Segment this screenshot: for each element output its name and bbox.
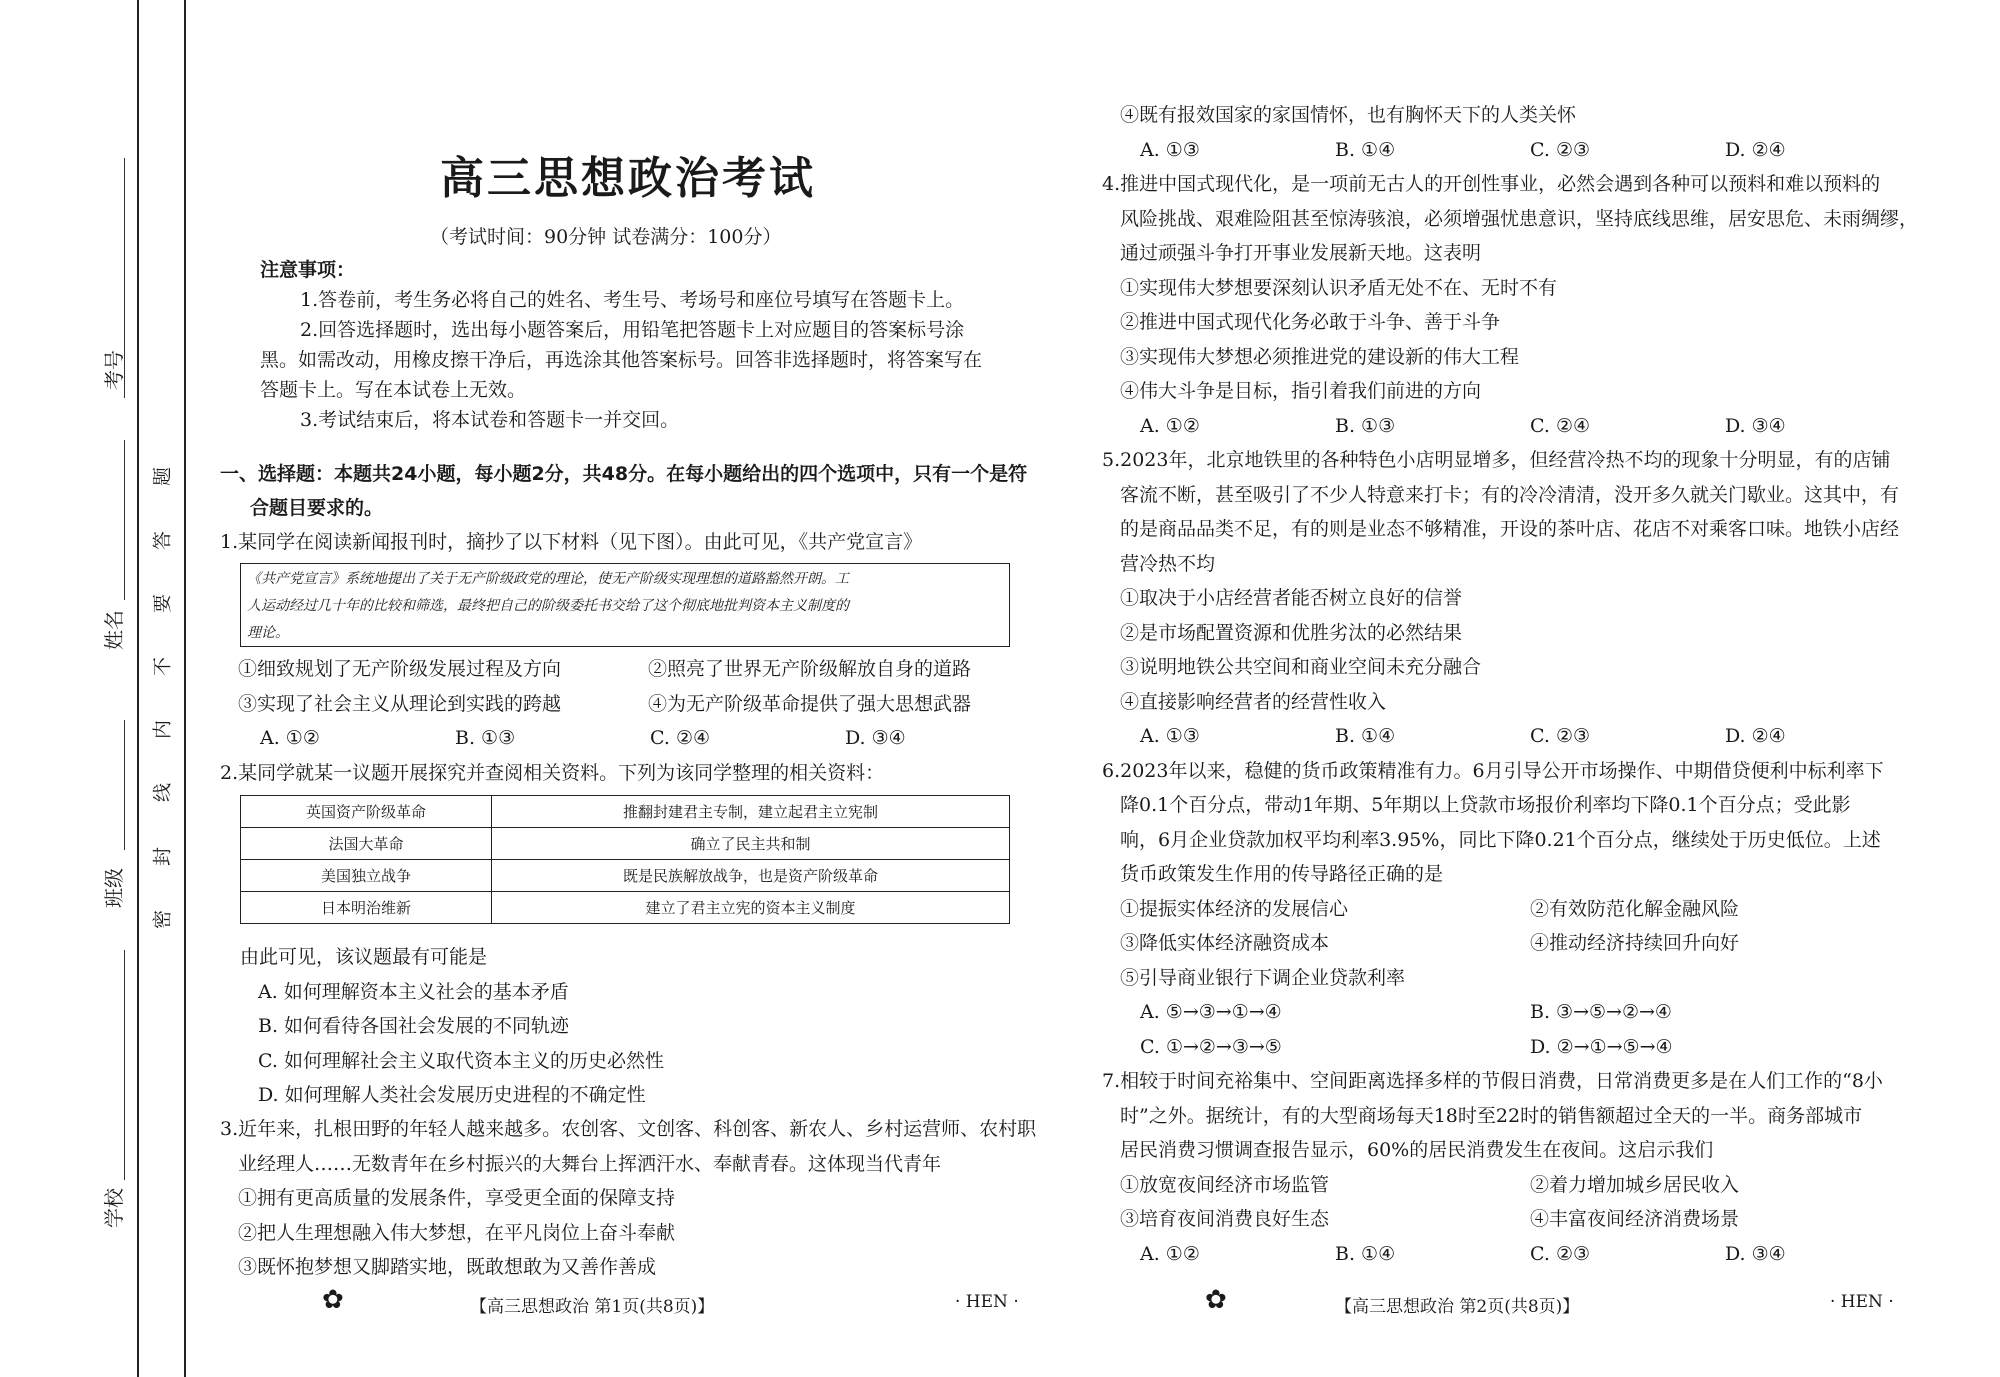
notice-item: 黑。如需改动，用橡皮擦干净后，再选涂其他答案标号。回答非选择题时，将答案写在 [260,349,983,371]
question-1-statements [220,652,1018,790]
statement: ④直接影响经营者的经营性收入 [1120,690,1387,713]
question-stem: 2.某同学就某一议题开展探究并查阅相关资料。下列为该同学整理的相关资料： [220,761,885,784]
table-row [241,892,1010,924]
table-cell: 推翻封建君主专制，建立起君主立宪制 [492,796,1010,828]
question-lead: 由此可见，该议题最有可能是 [240,946,488,968]
question-stem: 4.推进中国式现代化，是一项前无古人的开创性事业，必然会遇到各种可以预料和难以预料的 [1102,173,1881,195]
seal-char: 密 [151,910,174,930]
seal-char: 题 [151,467,174,487]
question-stem: 业经理人……无数青年在乡村振兴的大舞台上挥洒汗水、奉献青春。这体现当代青年 [238,1152,942,1175]
footer-code: · HEN · [955,1292,1019,1312]
name-line[interactable] [124,440,125,600]
question-stem: 时”之外。据统计，有的大型商场每天18时至22时的销售额超过全天的一半。商务部城市 [1120,1104,1863,1127]
notice-item: 3.考试结束后，将本试卷和答题卡一并交回。 [300,409,680,431]
table-row [241,860,1010,892]
seal-char: 线 [151,783,174,803]
name-label: 姓名 [102,610,126,650]
question-stem: 7.相较于时间充裕集中、空间距离选择多样的节假日消费，日常消费更多是在人们工作的“8小 [1102,1070,1883,1092]
section-heading-line: 一、选择题：本题共24小题，每小题2分，共48分。在每小题给出的四个选项中，只有一个是符 [220,463,1028,485]
question-2-options [240,940,1020,1113]
table-cell: 确立了民主共和制 [492,828,1010,860]
question-stem: 客流不断，甚至吸引了不少人特意来打卡；有的冷冷清清，没开多久就关门歇业。这其中，有 [1120,483,1900,506]
question-stem: 货币政策发生作用的传导路径正确的是 [1120,863,1444,885]
statement: ②是市场配置资源和优胜劣汰的必然结果 [1120,621,1463,644]
statement: ②把人生理想融入伟大梦想，在平凡岗位上奋斗奉献 [238,1221,676,1244]
notice-heading: 注意事项： [260,259,356,281]
option-b[interactable]: B. ①④ [1335,1242,1396,1265]
seal-char: 封 [151,847,174,867]
table-cell: 既是民族解放战争，也是资产阶级革命 [492,860,1010,892]
question-stem: 6.2023年以来，稳健的货币政策精准有力。6月引导公开市场操作、中期借贷便利中标利率下 [1102,759,1884,782]
option-b[interactable]: B. 如何看待各国社会发展的不同轨迹 [258,1015,570,1037]
class-label: 班级 [102,868,126,908]
inner-border-line [184,0,186,1377]
option-b[interactable]: B. ①③ [455,727,516,749]
statement: ①实现伟大梦想要深刻认识矛盾无处不在、无时不有 [1120,276,1558,299]
quote-box [240,563,1010,647]
option-d[interactable]: D. 如何理解人类社会发展历史进程的不确定性 [258,1084,646,1106]
option-a[interactable]: A. ①② [1140,414,1200,437]
statement: ④伟大斗争是目标，指引着我们前进的方向 [1120,380,1482,402]
option-d[interactable]: D. ③④ [845,727,906,749]
option-b[interactable]: B. ①④ [1335,138,1396,161]
seal-char: 不 [151,657,174,677]
table-cell: 日本明治维新 [241,892,492,924]
page-footer: 【高三思想政治 第1页(共8页)】 [470,1297,715,1317]
option-d[interactable]: D. ③④ [1725,414,1786,437]
option-c[interactable]: C. ①→②→③→⑤ [1140,1035,1282,1058]
notice-item: 答题卡上。写在本试卷上无效。 [260,379,527,401]
statement: ①提振实体经济的发展信心 [1120,897,1349,920]
statement: ③培育夜间消费良好生态 [1120,1208,1330,1230]
school-label: 学校 [102,1188,126,1228]
statement: ③说明地铁公共空间和商业空间未充分融合 [1120,656,1482,678]
statement: ④推动经济持续回升向好 [1530,932,1740,954]
school-line[interactable] [124,950,125,1180]
statement: ②照亮了世界无产阶级解放自身的道路 [648,658,972,680]
option-c[interactable]: C. ②③ [1530,138,1591,161]
option-d[interactable]: D. ②④ [1725,138,1786,161]
question-stem: 通过顽强斗争打开事业发展新天地。这表明 [1120,242,1482,264]
table-cell: 法国大革命 [241,828,492,860]
statement: ①细致规划了无产阶级发展过程及方向 [238,658,562,680]
statement: ④为无产阶级革命提供了强大思想武器 [648,692,972,715]
option-b[interactable]: B. ③→⑤→②→④ [1530,1001,1672,1023]
option-a[interactable]: A. 如何理解资本主义社会的基本矛盾 [258,980,569,1003]
option-c[interactable]: C. 如何理解社会主义取代资本主义的历史必然性 [258,1049,664,1072]
notice-item: 1.答卷前，考生务必将自己的姓名、考生号、考场号和座位号填写在答题卡上。 [300,289,965,311]
statement: ③降低实体经济融资成本 [1120,932,1330,954]
exam-title: 高三思想政治考试 [440,153,816,204]
statement: ②有效防范化解金融风险 [1530,897,1740,920]
option-c[interactable]: C. ②③ [1530,1242,1591,1265]
question-stem: 风险挑战、艰难险阻甚至惊涛骇浪，必须增强忧患意识，坚持底线思维，居安思危、未雨绸缪， [1120,207,1919,230]
question-stem: 3.近年来，扎根田野的年轻人越来越多。农创客、文创客、科创客、新农人、乡村运营师、农村职 [220,1118,1037,1140]
seal-char: 答 [151,531,174,551]
statement: ③既怀抱梦想又脚踏实地，既敢想敢为又善作善成 [238,1256,657,1278]
seal-char: 要 [151,594,174,614]
notice-item: 2.回答选择题时，选出每小题答案后，用铅笔把答题卡上对应题目的答案标号涂 [300,319,965,341]
quote-line: 理论。 [247,625,289,641]
statement: ①拥有更高质量的发展条件，享受更全面的保障支持 [238,1187,676,1209]
statement: ①放宽夜间经济市场监管 [1120,1173,1330,1196]
flower-logo-icon: ✿ [322,1285,344,1315]
question-stem: 的是商品品类不足，有的则是业态不够精准，开设的茶叶店、花店不对乘客口味。地铁小店经 [1120,518,1900,540]
option-d[interactable]: D. ②→①→⑤→④ [1530,1035,1673,1058]
flower-logo-icon: ✿ [1205,1285,1227,1315]
option-a[interactable]: A. ①② [1140,1242,1200,1265]
quote-line: 人运动经过几十年的比较和筛选，最终把自己的阶级委托书交给了这个彻底地批判资本主义制度的 [247,598,849,614]
footer-code: · HEN · [1830,1292,1894,1312]
option-a[interactable]: A. ①③ [1140,138,1200,161]
statement: ③实现了社会主义从理论到实践的跨越 [238,692,562,715]
option-a[interactable]: A. ①② [260,727,320,749]
option-c[interactable]: C. ②④ [650,727,711,749]
section-heading [220,457,1028,525]
statement: ⑤引导商业银行下调企业贷款利率 [1120,966,1406,989]
quote-line: 《共产党宣言》系统地提出了关于无产阶级政党的理论，使无产阶级实现理想的道路豁然开朗。工 [247,571,849,587]
statement: ③实现伟大梦想必须推进党的建设新的伟大工程 [1120,345,1520,368]
question-1 [220,525,1020,560]
table-cell: 美国独立战争 [241,860,492,892]
option-d[interactable]: D. ③④ [1725,1242,1786,1265]
statement: ④丰富夜间经济消费场景 [1530,1208,1740,1230]
option-a[interactable]: A. ①③ [1140,725,1200,747]
table-row [241,796,1010,828]
statement: ②推进中国式现代化务必敢于斗争、善于斗争 [1120,311,1501,333]
question-stem: 营冷热不均 [1120,552,1216,575]
table-cell: 英国资产阶级革命 [241,796,492,828]
outer-border-line [137,0,139,1377]
seal-char: 内 [151,720,174,740]
option-c[interactable]: C. ②④ [1530,414,1591,437]
exam-number-label: 考号 [102,350,126,390]
statement: ①取决于小店经营者能否树立良好的信誉 [1120,587,1463,609]
question-stem: 响，6月企业贷款加权平均利率3.95%，同比下降0.21个百分点，继续处于历史低位。上述 [1120,828,1881,851]
statement: ④既有报效国家的家国情怀，也有胸怀天下的人类关怀 [1120,104,1577,126]
question-stem: 5.2023年，北京地铁里的各种特色小店明显增多，但经营冷热不均的现象十分明显，有的店铺 [1102,449,1891,471]
question-stem: 居民消费习惯调查报告显示，60%的居民消费发生在夜间。这启示我们 [1120,1139,1714,1161]
question-stem: 降0.1个百分点，带动1年期、5年期以上贷款市场报价利率均下降0.1个百分点；受此影 [1120,794,1851,816]
section-heading-line: 合题目要求的。 [250,497,384,519]
question-3-continued [1102,98,1919,1271]
option-b[interactable]: B. ①④ [1335,725,1396,747]
notice-block [260,255,1020,435]
question-stem: 1.某同学在阅读新闻报刊时，摘抄了以下材料（见下图）。由此可见，《共产党宣言》 [220,531,923,553]
option-b[interactable]: B. ①③ [1335,414,1396,437]
option-d[interactable]: D. ②④ [1725,725,1786,747]
table-row [241,828,1010,860]
page-footer: 【高三思想政治 第2页(共8页)】 [1335,1297,1580,1317]
class-line[interactable] [124,720,125,850]
table-cell: 建立了君主立宪的资本主义制度 [492,892,1010,924]
option-a[interactable]: A. ⑤→③→①→④ [1140,1001,1282,1023]
option-c[interactable]: C. ②③ [1530,725,1591,747]
exam-subtitle: （考试时间：90分钟 试卷满分：100分） [430,226,782,248]
statement: ②着力增加城乡居民收入 [1530,1173,1740,1196]
revolution-table [240,795,1010,924]
question-3 [220,1112,1037,1285]
